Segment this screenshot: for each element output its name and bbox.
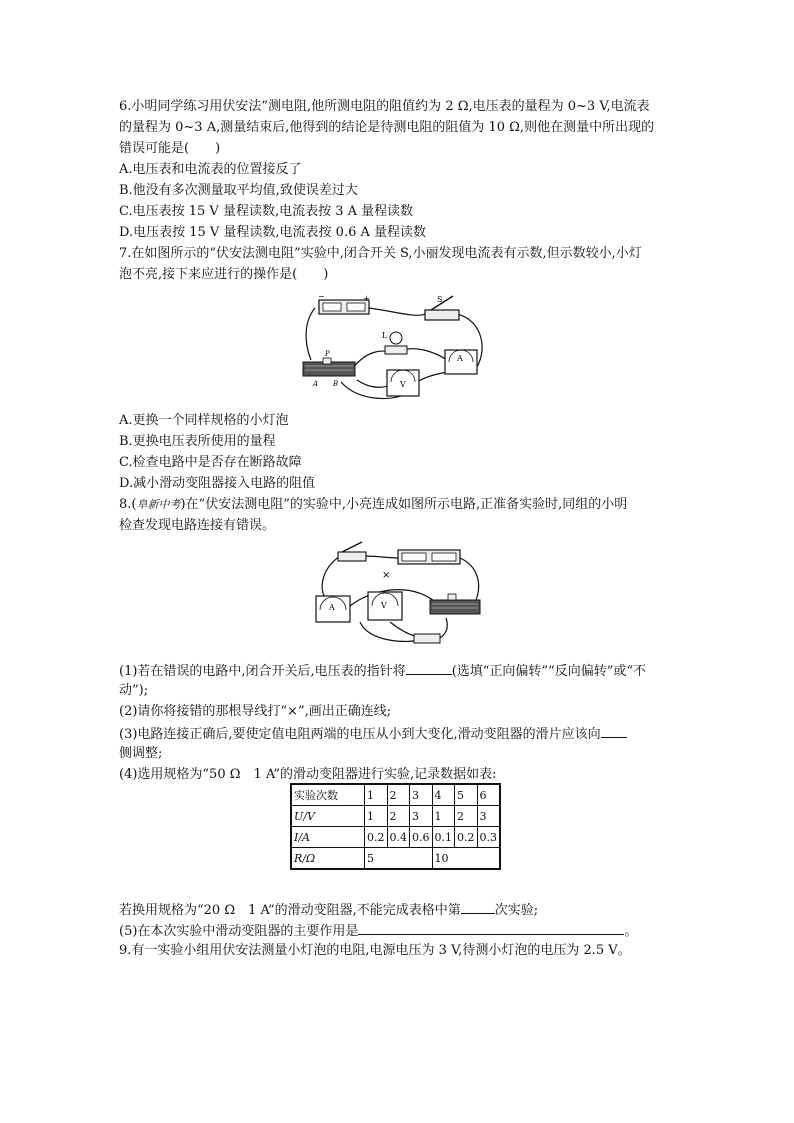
- table-cell: 4: [432, 784, 455, 806]
- q7-stem-line1: 7.在如图所示的“伏安法测电阻”实验中,闭合开关 S,小丽发现电流表有示数,但示数较小,小灯: [119, 246, 642, 261]
- battery-icon: [319, 300, 369, 314]
- switch-label: S: [437, 295, 443, 304]
- table-cell: 1: [365, 806, 388, 827]
- terminal-b-label: B: [333, 380, 339, 388]
- q6-option-a: A.电压表和电流表的位置接反了: [119, 162, 302, 177]
- q7-option-d: D.减小滑动变阻器接入电路的阻值: [119, 476, 316, 491]
- q7-option-a: A.更换一个同样规格的小灯泡: [119, 413, 289, 428]
- q8-part4: (4)选用规格为“50 Ω 1 A”的滑动变阻器进行实验,记录数据如表:: [119, 767, 497, 782]
- q6-stem-line3: 错误可能是( ): [119, 141, 221, 156]
- q7-option-c: C.检查电路中是否存在断路故障: [119, 455, 302, 470]
- table-cell: 0.2: [455, 827, 478, 848]
- ammeter-label: A: [457, 354, 463, 363]
- table-cell: 0.4: [387, 827, 410, 848]
- table-cell: 2: [387, 784, 410, 806]
- q8-part5-blank[interactable]: [358, 920, 624, 935]
- battery-plus-label: +: [363, 294, 370, 303]
- q8-stem-line2: 检查发现电路连接有错误。: [119, 518, 276, 533]
- table-header-cell: 实验次数: [291, 784, 365, 806]
- q8-stem-rest: )在“伏安法测电阻”的实验中,小亮连成如图所示电路,正准备实验时,同组的小明: [180, 497, 628, 512]
- table-cell: 6: [477, 784, 500, 806]
- q6-option-b: B.他没有多次测量取平均值,致使误差过大: [119, 183, 358, 198]
- table-cell: 0.2: [365, 827, 388, 848]
- q8-after-table-text: 若换用规格为“20 Ω 1 A”的滑动变阻器,不能完成表格中第: [119, 903, 461, 918]
- q8-part1-blank[interactable]: [406, 660, 452, 675]
- table-cell: 5: [455, 784, 478, 806]
- q8-part1-text: (1)若在错误的电路中,闭合开关后,电压表的指针将: [119, 664, 406, 679]
- switch-icon: [338, 542, 366, 561]
- q7-stem-line2: 泡不亮,接下来应进行的操作是( ): [119, 267, 329, 282]
- table-cell: 5: [365, 848, 433, 870]
- q8-part2: (2)请你将接错的那根导线打“×”,画出正确连线;: [119, 704, 392, 719]
- q8-after-table: [119, 899, 538, 921]
- table-header-cell: I/A: [291, 827, 365, 848]
- q8-part5: [119, 920, 637, 942]
- q7-option-b: B.更换电压表所使用的量程: [119, 434, 276, 449]
- lamp-icon: [385, 332, 407, 354]
- q8-data-table: [290, 783, 501, 870]
- q8-part3-blank[interactable]: [601, 723, 627, 738]
- table-row: [291, 806, 500, 827]
- table-cell: 3: [410, 806, 433, 827]
- battery-minus-label: −: [318, 292, 325, 301]
- table-cell: 0.1: [432, 827, 455, 848]
- q8-part3-line1: [119, 723, 627, 745]
- rheostat-icon: [303, 358, 355, 376]
- table-cell: 1: [432, 806, 455, 827]
- voltmeter-label: V: [381, 601, 387, 610]
- voltmeter-label: V: [400, 380, 406, 389]
- q8-stem-line1: [119, 495, 627, 515]
- table-cell: 1: [365, 784, 388, 806]
- q8-source-tag: 阜新中考: [136, 498, 181, 511]
- q7-circuit-figure: [297, 290, 497, 408]
- q6-stem-line2: 的量程为 0~3 A,测量结束后,他得到的结论是待测电阻的阻值为 10 Ω,则他在测量中所出现的: [119, 120, 655, 135]
- q8-part1-hint: (选填“正向偏转”“反向偏转”或“不: [451, 664, 646, 679]
- table-cell: 10: [432, 848, 500, 870]
- battery-icon: [398, 550, 460, 564]
- q6-stem-line1: 6.小明同学练习用伏安法”测电阻,他所测电阻的阻值约为 2 Ω,电压表的量程为 0~3 V,电流表: [119, 99, 650, 114]
- table-cell: 2: [387, 806, 410, 827]
- q8-trial-blank[interactable]: [461, 899, 495, 914]
- table-cell: 3: [410, 784, 433, 806]
- q6-option-c: C.电压表按 15 V 量程读数,电流表按 3 A 量程读数: [119, 204, 414, 219]
- table-row: [291, 827, 500, 848]
- terminal-a-label: A: [313, 380, 319, 388]
- q9-stem-line1: 9.有一实验小组用伏安法测量小灯泡的电阻,电源电压为 3 V,待测小灯泡的电压为 2.5 V。: [119, 943, 631, 958]
- resistor-icon: [414, 634, 440, 643]
- table-header-cell: R/Ω: [291, 848, 365, 870]
- rheostat-icon: [430, 594, 480, 614]
- table-row: [291, 848, 500, 870]
- slider-label: P: [325, 350, 330, 358]
- table-cell: 0.6: [410, 827, 433, 848]
- table-row: [291, 784, 500, 806]
- q8-part1-line2: 动”);: [119, 683, 149, 698]
- q8-part1-line1: [119, 660, 646, 682]
- q8-part3-text: (3)电路连接正确后,要使定值电阻两端的电压从小到大变化,滑动变阻器的滑片应该向: [119, 727, 601, 742]
- q8-part3-line2: 侧调整;: [119, 746, 163, 761]
- q8-part5-end: 。: [624, 924, 638, 939]
- q8-after-table-suffix: 次实验;: [494, 903, 539, 918]
- lamp-label: L: [382, 331, 388, 340]
- q8-number: 8.(: [119, 497, 137, 512]
- table-header-cell: U/V: [291, 806, 365, 827]
- table-cell: 0.3: [477, 827, 500, 848]
- q6-option-d: D.电压表按 15 V 量程读数,电流表按 0.6 A 量程读数: [119, 225, 427, 240]
- cross-mark: ×: [382, 570, 391, 581]
- q8-circuit-figure: [310, 540, 490, 650]
- table-cell: 2: [455, 806, 478, 827]
- ammeter-label: A: [329, 603, 335, 612]
- q8-part5-text: (5)在本次实验中滑动变阻器的主要作用是: [119, 924, 359, 939]
- table-cell: 3: [477, 806, 500, 827]
